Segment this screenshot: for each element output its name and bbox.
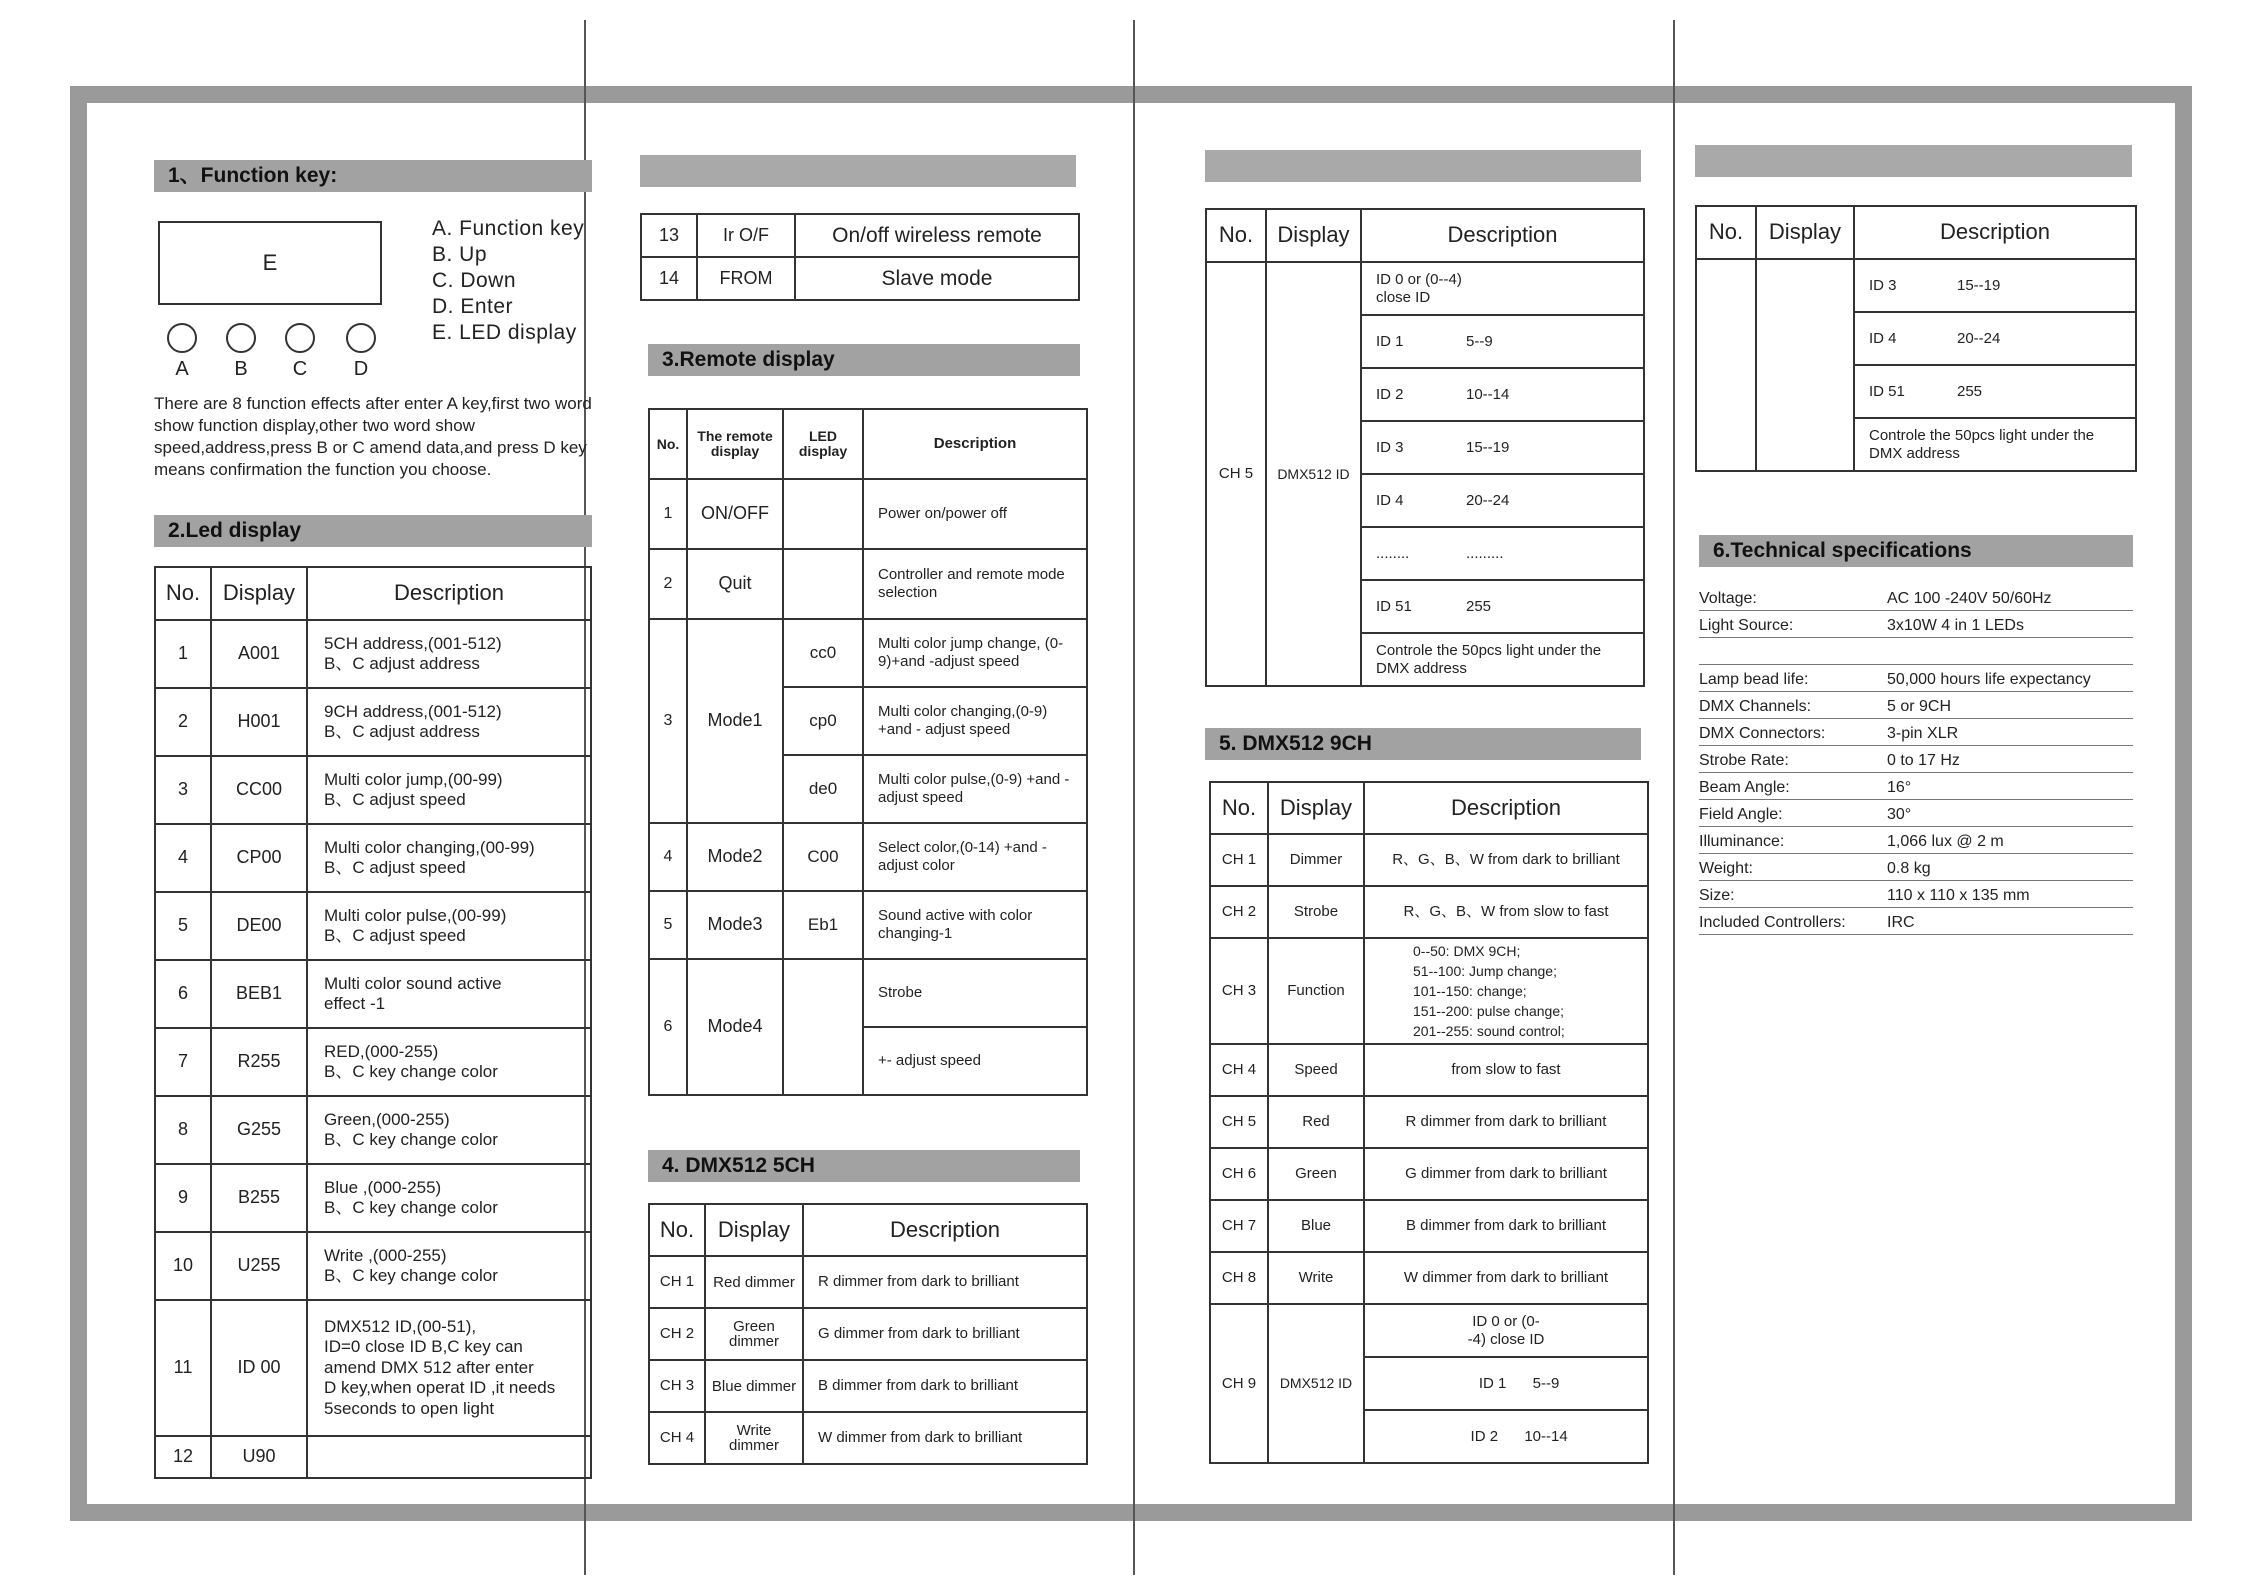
spec-row [1699, 638, 2133, 665]
cell-description: from slow to fast [1364, 1044, 1648, 1096]
col-header: Description [803, 1204, 1087, 1256]
cell-description: Write ,(000-255) B、C key change color [307, 1232, 591, 1300]
cell-description: DMX512 ID,(00-51), ID=0 close ID B,C key can amend DMX 512 after enter D key,when operat ID ,it needs 5seconds to open light [307, 1300, 591, 1436]
cell-channel: CH 4 [1210, 1044, 1268, 1096]
cell-display: A001 [211, 620, 307, 688]
cell-display: U90 [211, 1436, 307, 1478]
table-row [155, 1096, 591, 1164]
id-range: 15--19 [1957, 276, 2001, 294]
cell-description: R、G、B、W from dark to brilliant [1364, 834, 1648, 886]
cell-no: 6 [155, 960, 211, 1028]
id-label: ID 4 [1376, 491, 1404, 509]
fold-line [1133, 20, 1135, 1575]
button-c[interactable] [285, 323, 315, 353]
dmx-9ch-table [1209, 781, 1649, 1464]
cell-no: 1 [155, 620, 211, 688]
spec-row [1699, 692, 2133, 719]
spec-value: 30° [1887, 806, 1912, 823]
spec-value: 16° [1887, 779, 1912, 796]
table-row [155, 1232, 591, 1300]
id-range: 10--14 [1524, 1427, 1568, 1445]
cell-display: Dimmer [1268, 834, 1364, 886]
cell-display: FROM [697, 257, 795, 300]
cell-display: DMX512 ID [1266, 262, 1361, 686]
spec-row [1699, 719, 2133, 746]
col-header: Description [307, 567, 591, 620]
cell-display: Function [1268, 938, 1364, 1044]
dmx-5ch-id-table [1205, 208, 1645, 687]
cell-id [1361, 315, 1644, 368]
cell-description: Multi color jump change, (0-9)+and -adjust speed [863, 619, 1087, 687]
id-range: 10--14 [1466, 385, 1510, 403]
button-c-label: C [292, 358, 308, 380]
col-header: Description [1854, 206, 2136, 259]
cell-display: CP00 [211, 824, 307, 892]
cell-led [783, 959, 863, 1095]
cell-display: Write [1268, 1252, 1364, 1304]
cell-id [1854, 259, 2136, 312]
cell-description: 9CH address,(001-512) B、C adjust address [307, 688, 591, 756]
cell-no: 11 [155, 1300, 211, 1436]
id-label: ID 1 [1478, 1374, 1507, 1392]
spec-label: Field Angle: [1699, 806, 1783, 823]
cell-no: 7 [155, 1028, 211, 1096]
cell-note: Controle the 50pcs light under the DMX address [1361, 633, 1644, 686]
cell-description: W dimmer from dark to brilliant [1364, 1252, 1648, 1304]
cell-no: 12 [155, 1436, 211, 1478]
cell-id [1854, 312, 2136, 365]
key-legend-item: B. Up [432, 243, 488, 266]
col-header: Display [705, 1204, 803, 1256]
cell-description: B dimmer from dark to brilliant [803, 1360, 1087, 1412]
spec-row [1699, 746, 2133, 773]
cell-no: 4 [649, 823, 687, 891]
col-header: Display [1268, 782, 1364, 834]
cell-note: Controle the 50pcs light under the DMX address [1854, 418, 2136, 471]
spec-row [1699, 908, 2133, 935]
cell-description: Power on/power off [863, 479, 1087, 549]
cell-description: Multi color sound active effect -1 [307, 960, 591, 1028]
id-label: ID 4 [1869, 329, 1897, 347]
cell-remote: Mode1 [687, 619, 783, 823]
cell-id [1361, 580, 1644, 633]
cell-channel: CH 5 [1206, 262, 1266, 686]
cell-display: DE00 [211, 892, 307, 960]
cell-id [1361, 527, 1644, 580]
cell-no: 2 [649, 549, 687, 619]
section-2-title: 2.Led display [154, 515, 592, 547]
id-label: ID 3 [1869, 276, 1897, 294]
id-label: ID 3 [1376, 438, 1404, 456]
section-4-continued-bar [1205, 150, 1641, 182]
cell-display: Blue dimmer [705, 1360, 803, 1412]
key-legend-item: A. Function key [432, 217, 585, 240]
cell-description: Multi color pulse,(0-9) +and - adjust speed [863, 755, 1087, 823]
key-legend-item: C. Down [432, 269, 517, 292]
cell-no: 5 [155, 892, 211, 960]
cell-channel: CH 3 [1210, 938, 1268, 1044]
cell-channel: CH 6 [1210, 1148, 1268, 1200]
cell-remote: Mode3 [687, 891, 783, 959]
table-row [155, 892, 591, 960]
cell-display: Write dimmer [705, 1412, 803, 1464]
cell-display: B255 [211, 1164, 307, 1232]
id-label: ID 0 or (0--4) close ID [1467, 1312, 1545, 1348]
spec-value: IRC [1887, 914, 1915, 931]
id-label: ID 1 [1376, 332, 1404, 350]
table-row [155, 620, 591, 688]
spec-label: Included Controllers: [1699, 914, 1846, 931]
cell-description: RED,(000-255) B、C key change color [307, 1028, 591, 1096]
col-header: No. [649, 409, 687, 479]
cell-description: Select color,(0-14) +and - adjust color [863, 823, 1087, 891]
id-range: 20--24 [1466, 491, 1510, 509]
cell-id [1361, 262, 1644, 315]
column-1 [154, 160, 592, 192]
section-4-title: 4. DMX512 5CH [648, 1150, 1080, 1182]
col-header: Description [1364, 782, 1648, 834]
id-label: ID 2 [1376, 385, 1404, 403]
cell-description: R、G、B、W from slow to fast [1364, 886, 1648, 938]
button-b-label: B [234, 358, 248, 380]
cell-description: Slave mode [795, 257, 1079, 300]
cell-description: 0--50: DMX 9CH; 51--100: Jump change; 101--150: change; 151--200: pulse change; 201--255: sound control; [1364, 938, 1648, 1044]
id-label: ID 51 [1376, 597, 1412, 615]
table-row [155, 688, 591, 756]
id-label: ID 0 or (0--4) close ID [1376, 270, 1462, 306]
cell-channel: CH 2 [1210, 886, 1268, 938]
cell-no: 9 [155, 1164, 211, 1232]
cell-led: C00 [783, 823, 863, 891]
cell-display: R255 [211, 1028, 307, 1096]
cell-description: G dimmer from dark to brilliant [803, 1308, 1087, 1360]
cell-channel: CH 7 [1210, 1200, 1268, 1252]
spec-value: 0.8 kg [1887, 860, 1931, 877]
cell-description: +- adjust speed [863, 1027, 1087, 1095]
cell-no: 10 [155, 1232, 211, 1300]
cell-description [307, 1436, 591, 1478]
table-row [155, 824, 591, 892]
section-5-title: 5. DMX512 9CH [1205, 728, 1641, 760]
cell-no: 1 [649, 479, 687, 549]
cell-channel: CH 3 [649, 1360, 705, 1412]
section-2-continued-bar [640, 155, 1076, 187]
spec-row [1699, 827, 2133, 854]
cell-no: 3 [155, 756, 211, 824]
cell-no: 14 [641, 257, 697, 300]
table-row [155, 1300, 591, 1436]
cell-led: Eb1 [783, 891, 863, 959]
table-row [155, 960, 591, 1028]
led-display-box: E [158, 221, 382, 305]
id-label: ID 2 [1470, 1427, 1499, 1445]
col-header: Description [863, 409, 1087, 479]
cell-display: Speed [1268, 1044, 1364, 1096]
cell-no: 5 [649, 891, 687, 959]
cell-display: CC00 [211, 756, 307, 824]
spec-row [1699, 584, 2133, 611]
cell-display: Blue [1268, 1200, 1364, 1252]
spec-value: 1,066 lux @ 2 m [1887, 833, 2004, 850]
cell-led [783, 549, 863, 619]
col-header: No. [1696, 206, 1756, 259]
cell-id [1364, 1304, 1648, 1357]
cell-led: cp0 [783, 687, 863, 755]
cell-no: 6 [649, 959, 687, 1095]
col-header: No. [1206, 209, 1266, 262]
cell-description: Multi color changing,(0-9) +and - adjust speed [863, 687, 1087, 755]
spec-row [1699, 800, 2133, 827]
cell-id [1364, 1410, 1648, 1463]
button-d[interactable] [346, 323, 376, 353]
spec-row [1699, 773, 2133, 800]
cell-description: Multi color changing,(00-99) B、C adjust speed [307, 824, 591, 892]
cell-channel: CH 2 [649, 1308, 705, 1360]
spec-label: Weight: [1699, 860, 1753, 877]
col-header: Display [1266, 209, 1361, 262]
led-display-table-continued [640, 213, 1080, 301]
cell-display: Green [1268, 1148, 1364, 1200]
cell-description: Strobe [863, 959, 1087, 1027]
cell-display: BEB1 [211, 960, 307, 1028]
cell-led: de0 [783, 755, 863, 823]
cell-description: R dimmer from dark to brilliant [803, 1256, 1087, 1308]
remote-display-table [648, 408, 1088, 1096]
button-a-label: A [175, 358, 189, 380]
cell-display: Strobe [1268, 886, 1364, 938]
spec-value: 5 or 9CH [1887, 698, 1952, 715]
spec-label: Size: [1699, 887, 1735, 904]
col-header: No. [1210, 782, 1268, 834]
cell-channel: CH 9 [1210, 1304, 1268, 1463]
cell-remote: Mode4 [687, 959, 783, 1095]
cell-channel: CH 1 [1210, 834, 1268, 886]
cell-channel: CH 4 [649, 1412, 705, 1464]
id-range: 255 [1466, 597, 1492, 615]
cell-id [1361, 474, 1644, 527]
spec-row [1699, 611, 2133, 638]
key-legend [432, 216, 584, 346]
cell-no: 3 [649, 619, 687, 823]
key-legend-item: D. Enter [432, 295, 514, 318]
led-display-table [154, 566, 592, 1479]
cell-led [783, 479, 863, 549]
id-range: 5--9 [1532, 1374, 1560, 1392]
button-b[interactable] [226, 323, 256, 353]
spec-row [1699, 881, 2133, 908]
cell-id [1854, 365, 2136, 418]
cell-channel: CH 5 [1210, 1096, 1268, 1148]
cell-display: G255 [211, 1096, 307, 1164]
function-key-description: There are 8 function effects after enter A key,first two word show function display,other two word show speed,address,press B or C amend data,and press D key means confirmation the function you choose. [154, 394, 592, 479]
cell-channel: CH 1 [649, 1256, 705, 1308]
cell-no: 13 [641, 214, 697, 257]
cell-description: G dimmer from dark to brilliant [1364, 1148, 1648, 1200]
led-display-table-wrap [154, 566, 592, 1479]
spec-label: DMX Channels: [1699, 698, 1812, 715]
id-range: 15--19 [1466, 438, 1510, 456]
tech-specs-list [1699, 584, 2133, 935]
cell-led: cc0 [783, 619, 863, 687]
col-header: Display [1756, 206, 1854, 259]
cell-id [1361, 421, 1644, 474]
cell-remote: ON/OFF [687, 479, 783, 549]
id-range: 255 [1957, 382, 1983, 400]
cell-description: Sound active with color changing-1 [863, 891, 1087, 959]
cell-description: W dimmer from dark to brilliant [803, 1412, 1087, 1464]
spec-value: 110 x 110 x 135 mm [1887, 887, 2030, 904]
spec-value: 50,000 hours life expectancy [1887, 671, 2091, 688]
cell-description: Multi color pulse,(00-99) B、C adjust speed [307, 892, 591, 960]
section-1-title: 1、Function key: [154, 160, 592, 192]
section-5-continued-bar [1695, 145, 2132, 177]
spec-value: AC 100 -240V 50/60Hz [1887, 590, 2052, 607]
cell-description: Blue ,(000-255) B、C key change color [307, 1164, 591, 1232]
spec-label: Illuminance: [1699, 833, 1785, 850]
spec-label: Beam Angle: [1699, 779, 1790, 796]
spec-label: Lamp bead life: [1699, 671, 1809, 688]
spec-value: 3-pin XLR [1887, 725, 1959, 742]
col-header: No. [155, 567, 211, 620]
cell-display: Red [1268, 1096, 1364, 1148]
cell-display: U255 [211, 1232, 307, 1300]
cell-no: 8 [155, 1096, 211, 1164]
id-range: 5--9 [1466, 332, 1493, 350]
key-legend-item: E. LED display [432, 321, 577, 344]
dmx-5ch-table [648, 1203, 1088, 1465]
spec-label: Voltage: [1699, 590, 1757, 607]
section-3-title: 3.Remote display [648, 344, 1080, 376]
cell-channel [1696, 259, 1756, 471]
col-header: Display [211, 567, 307, 620]
fold-line [1673, 20, 1675, 1575]
spec-label: Light Source: [1699, 617, 1794, 634]
cell-display: H001 [211, 688, 307, 756]
cell-description: B dimmer from dark to brilliant [1364, 1200, 1648, 1252]
section-6-title: 6.Technical specifications [1699, 535, 2133, 567]
id-range: 20--24 [1957, 329, 2001, 347]
spec-row [1699, 665, 2133, 692]
button-d-label: D [353, 358, 369, 380]
dmx-9ch-id-table [1695, 205, 2137, 472]
table-row [155, 756, 591, 824]
spec-value: 0 to 17 Hz [1887, 752, 1960, 769]
cell-display: Red dimmer [705, 1256, 803, 1308]
cell-display: Ir O/F [697, 214, 795, 257]
cell-description: Controller and remote mode selection [863, 549, 1087, 619]
cell-no: 2 [155, 688, 211, 756]
spec-value: 3x10W 4 in 1 LEDs [1887, 617, 2024, 634]
cell-description: Green,(000-255) B、C key change color [307, 1096, 591, 1164]
cell-remote: Quit [687, 549, 783, 619]
id-label: ID 51 [1869, 382, 1905, 400]
cell-channel: CH 8 [1210, 1252, 1268, 1304]
col-header: The remote display [687, 409, 783, 479]
id-range: ......... [1466, 544, 1504, 562]
spec-label: DMX Connectors: [1699, 725, 1826, 742]
id-label: ........ [1376, 544, 1410, 562]
cell-display: Green dimmer [705, 1308, 803, 1360]
table-row [155, 1164, 591, 1232]
spec-row [1699, 854, 2133, 881]
cell-display: DMX512 ID [1268, 1304, 1364, 1463]
cell-description: 5CH address,(001-512) B、C adjust address [307, 620, 591, 688]
cell-remote: Mode2 [687, 823, 783, 891]
col-header: Description [1361, 209, 1644, 262]
button-a[interactable] [167, 323, 197, 353]
cell-description: Multi color jump,(00-99) B、C adjust speed [307, 756, 591, 824]
col-header: LED display [783, 409, 863, 479]
cell-description: On/off wireless remote [795, 214, 1079, 257]
cell-no: 4 [155, 824, 211, 892]
cell-description: R dimmer from dark to brilliant [1364, 1096, 1648, 1148]
cell-id [1361, 368, 1644, 421]
cell-display: ID 00 [211, 1300, 307, 1436]
spec-label: Strobe Rate: [1699, 752, 1789, 769]
cell-display [1756, 259, 1854, 471]
table-row [155, 1028, 591, 1096]
table-row [155, 1436, 591, 1478]
cell-id [1364, 1357, 1648, 1410]
col-header: No. [649, 1204, 705, 1256]
